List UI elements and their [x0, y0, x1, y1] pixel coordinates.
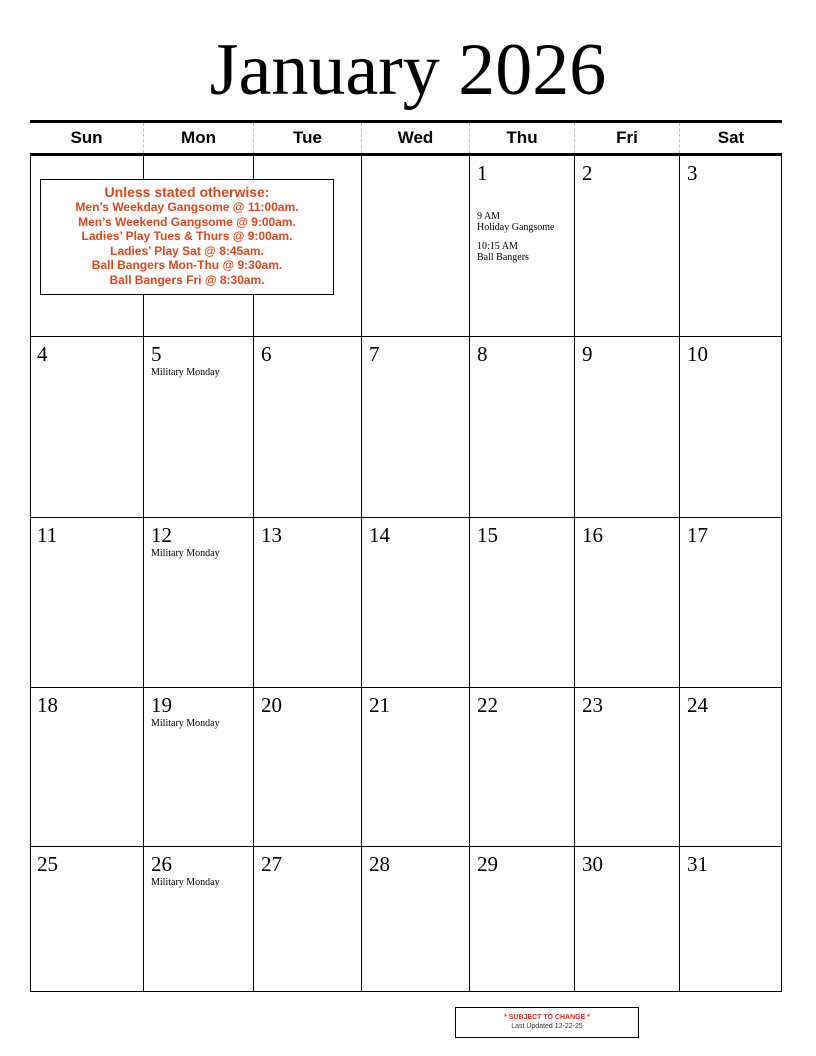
day-number: 26 [151, 852, 172, 876]
day-number: 25 [37, 852, 58, 876]
day-cell-17 [680, 518, 782, 688]
day-number: 31 [687, 852, 708, 876]
day-number: 16 [582, 523, 603, 547]
notice-line: Ball Bangers Mon-Thu @ 9:30am. [91, 258, 283, 273]
day-cell-23 [575, 688, 680, 847]
day-number: 29 [477, 852, 498, 876]
day-number: 14 [369, 523, 390, 547]
weekday-header-thu: Thu [470, 123, 575, 153]
empty-day-cell [362, 156, 470, 337]
day-cell-6 [254, 337, 362, 518]
day-cell-14 [362, 518, 470, 688]
day-number: 19 [151, 693, 172, 717]
day-number: 17 [687, 523, 708, 547]
day-cell-24 [680, 688, 782, 847]
day-number: 2 [582, 161, 593, 185]
event-text: Ball Bangers [477, 252, 529, 263]
day-number: 7 [369, 342, 380, 366]
day-cell-5 [144, 337, 254, 518]
day-cell-21 [362, 688, 470, 847]
weekday-header-sun: Sun [30, 123, 144, 153]
day-cell-31 [680, 847, 782, 992]
day-cell-25 [30, 847, 144, 992]
day-number: 15 [477, 523, 498, 547]
schedule-notice-box [40, 179, 334, 295]
event-text: 9 AM [477, 211, 501, 222]
day-number: 13 [261, 523, 282, 547]
day-number: 4 [37, 342, 48, 366]
footer-note [455, 1007, 639, 1038]
day-cell-10 [680, 337, 782, 518]
day-number: 12 [151, 523, 172, 547]
notice-line: Men’s Weekday Gangsome @ 11:00am. [75, 200, 299, 214]
day-cell-20 [254, 688, 362, 847]
day-cell-3 [680, 156, 782, 337]
day-number: 27 [261, 852, 282, 876]
day-number: 5 [151, 342, 162, 366]
day-cell-11 [30, 518, 144, 688]
event-text: Military Monday [151, 367, 220, 378]
day-cell-15 [470, 518, 575, 688]
day-number: 30 [582, 852, 603, 876]
weekday-header-row [30, 120, 782, 156]
day-cell-22 [470, 688, 575, 847]
notice-line: Ball Bangers Fri @ 8:30am. [109, 272, 265, 287]
event-text: Military Monday [151, 718, 220, 729]
event-text: Military Monday [151, 877, 220, 888]
day-cell-1 [470, 156, 575, 337]
day-cell-26 [144, 847, 254, 992]
weekday-header-sat: Sat [717, 128, 745, 147]
day-number: 18 [37, 693, 58, 717]
day-number: 3 [687, 161, 698, 185]
day-number: 28 [369, 852, 390, 876]
day-cell-29 [470, 847, 575, 992]
notice-line: Men’s Weekend Gangsome @ 9:00am. [78, 214, 296, 229]
day-cell-28 [362, 847, 470, 992]
day-cell-13 [254, 518, 362, 688]
day-number: 10 [687, 342, 708, 366]
day-cell-30 [575, 847, 680, 992]
day-cell-18 [30, 688, 144, 847]
weekday-header-tue: Tue [254, 123, 362, 153]
day-cell-12 [144, 518, 254, 688]
day-number: 1 [477, 161, 488, 185]
day-number: 23 [582, 693, 603, 717]
day-cell-7 [362, 337, 470, 518]
day-cell-2 [575, 156, 680, 337]
day-number: 9 [582, 342, 593, 366]
event-text: Holiday Gangsome [477, 222, 555, 233]
notice-line: Ladies’ Play Tues & Thurs @ 9:00am. [81, 229, 293, 244]
day-cell-27 [254, 847, 362, 992]
weekday-header-fri: Fri [575, 123, 680, 153]
day-cell-9 [575, 337, 680, 518]
subject-to-change-label: * SUBJECT TO CHANGE * [504, 1014, 590, 1021]
day-number: 6 [261, 342, 272, 366]
day-cell-8 [470, 337, 575, 518]
day-number: 22 [477, 693, 498, 717]
day-number: 24 [687, 693, 708, 717]
notice-heading: Unless stated otherwise: [104, 184, 270, 200]
event-text: Military Monday [151, 548, 220, 559]
day-cell-19 [144, 688, 254, 847]
weekday-header-wed: Wed [362, 123, 470, 153]
weekday-header-mon: Mon [144, 123, 254, 153]
page-title: January 2026 [209, 29, 607, 111]
day-number: 8 [477, 342, 488, 366]
day-cell-16 [575, 518, 680, 688]
notice-line: Ladies’ Play Sat @ 8:45am. [110, 243, 264, 258]
day-number: 20 [261, 693, 282, 717]
last-updated-label: Last Updated 12-22-25 [511, 1023, 583, 1030]
event-text: 10:15 AM [477, 241, 518, 252]
day-number: 21 [369, 693, 390, 717]
day-number: 11 [37, 523, 58, 547]
day-cell-4 [30, 337, 144, 518]
